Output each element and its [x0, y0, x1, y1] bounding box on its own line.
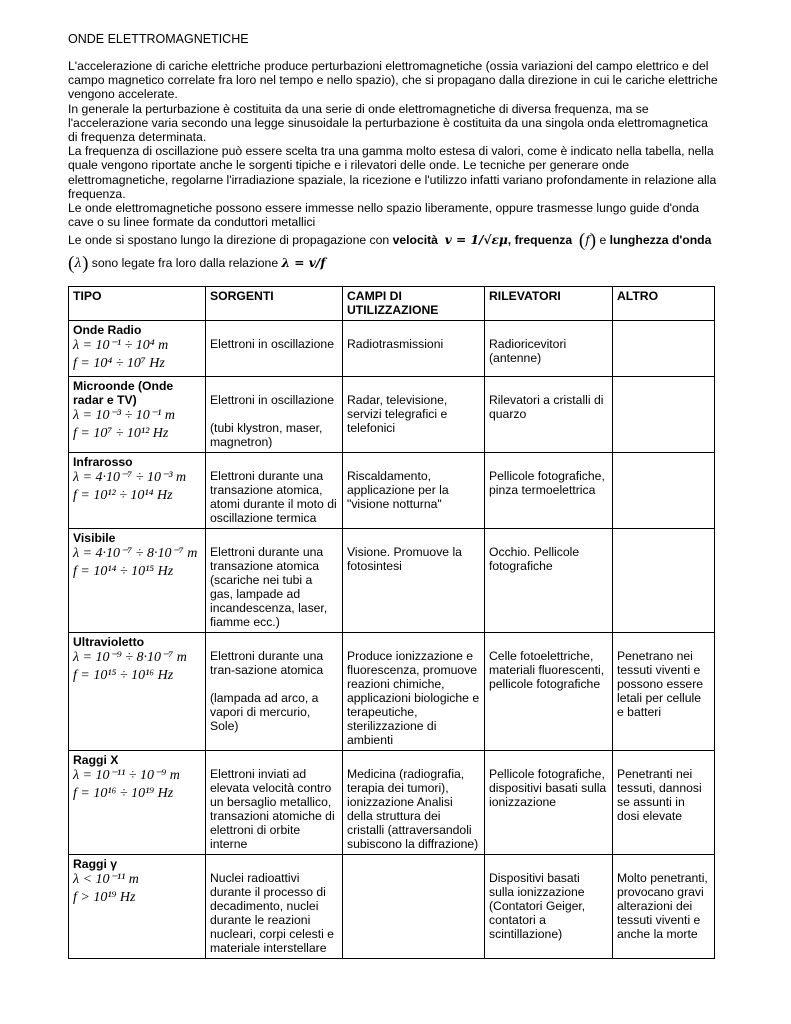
velocita-label: velocità — [392, 233, 438, 248]
frequenza-label: , frequenza — [507, 233, 573, 248]
waves-table — [68, 286, 715, 959]
cell-altro — [613, 377, 715, 453]
rilevatori-text: Radioricevitori (antenne) — [489, 337, 567, 365]
rilevatori-text: Dispositivi basati sulla ionizzazione (Contatori Geiger, contatori a scintillazione) — [489, 871, 586, 941]
sorgenti-text: Elettroni in oscillazione — [210, 393, 334, 407]
velocita-formula: v = 1/√εμ — [444, 233, 508, 248]
cell-altro — [613, 453, 715, 529]
cell-sorgenti — [206, 751, 343, 855]
rilevatori-text: Celle fotoelettriche, materiali fluorescenti, pellicole fotografiche — [489, 649, 605, 691]
cell-campi — [343, 855, 485, 959]
formula-line-1: Le onde si spostano lungo la direzione di propagazione con velocità v = 1/√εμ, frequenza (f) e lunghezza d'onda — [68, 230, 712, 252]
header-sorgenti: SORGENTI — [206, 287, 343, 321]
lambda-symbol: λ — [74, 256, 83, 271]
sorgenti-text: Elettroni durante una tran-sazione atomica — [210, 649, 324, 677]
frequency-range: f = 10⁷ ÷ 10¹² Hz — [73, 426, 169, 441]
header-rilevatori: RILEVATORI — [485, 287, 613, 321]
cell-campi — [343, 377, 485, 453]
cell-sorgenti — [206, 529, 343, 633]
wave-type-name: Raggi X — [73, 753, 119, 767]
intro-text — [68, 59, 718, 229]
cell-rilevatori — [485, 453, 613, 529]
cell-sorgenti — [206, 855, 343, 959]
frequency-range: f = 10¹⁴ ÷ 10¹⁵ Hz — [73, 564, 174, 579]
table-row — [69, 377, 715, 453]
cell-rilevatori — [485, 855, 613, 959]
header-campi: CAMPI DI UTILIZZAZIONE — [343, 287, 485, 321]
campi-text: Visione. Promuove la fotosintesi — [347, 545, 462, 573]
cell-tipo — [69, 453, 206, 529]
cell-campi — [343, 321, 485, 377]
altro-text: Molto penetranti, provocano gravi alterazioni dei tessuti viventi e anche la morte — [617, 871, 708, 941]
cell-campi — [343, 633, 485, 751]
header-altro: ALTRO — [613, 287, 715, 321]
frequency-range: f = 10¹⁶ ÷ 10¹⁹ Hz — [73, 786, 174, 801]
sorgenti-text: Elettroni durante una transazione atomica (scariche nei tubi a gas, lampade ad incandescenza, laser, fiamme ecc.) — [210, 545, 328, 629]
cell-rilevatori — [485, 377, 613, 453]
wave-type-name: Onde Radio — [73, 323, 142, 337]
wave-type-name: Ultravioletto — [73, 635, 145, 649]
cell-altro — [613, 855, 715, 959]
wave-type-name: Raggi γ — [73, 857, 118, 871]
paragraph: La frequenza di oscillazione può essere scelta tra una gamma molto estesa di valori, come è indicato nella tabella, nella quale vengono riportate anche le sorgenti tipiche e i rilevatori delle onde. Le tecniche per generare onde elettromagnetiche, regolarne l'irradiazione spaziale, la ricezione e l'utilizzo infatti variano profondamente in relazione alla frequenza. — [68, 144, 717, 201]
frequency-range: f = 10¹⁵ ÷ 10¹⁶ Hz — [73, 668, 174, 683]
document-page — [68, 32, 718, 275]
wave-type-name: Microonde (Onde radar e TV) — [73, 379, 174, 407]
cell-rilevatori — [485, 321, 613, 377]
frequency-range: f = 10¹² ÷ 10¹⁴ Hz — [73, 488, 173, 503]
sorgenti-text: Elettroni in oscillazione — [210, 337, 334, 351]
cell-altro — [613, 321, 715, 377]
paragraph: L'accelerazione di cariche elettriche produce perturbazioni elettromagnetiche (ossia variazioni del campo elettrico e del campo magnetico correlate fra loro nel tempo e nello spazio), che si propagano dalla direzione in cui le cariche elettriche vengono accelerate. — [68, 59, 718, 102]
cell-rilevatori — [485, 529, 613, 633]
cell-sorgenti — [206, 633, 343, 751]
cell-tipo — [69, 633, 206, 751]
cell-tipo — [69, 377, 206, 453]
cell-campi — [343, 751, 485, 855]
altro-text: Penetranti nei tessuti, dannosi se assunti in dosi elevate — [617, 767, 702, 823]
table-row — [69, 751, 715, 855]
cell-altro — [613, 529, 715, 633]
cell-tipo — [69, 529, 206, 633]
cell-sorgenti — [206, 321, 343, 377]
wave-type-name: Visibile — [73, 531, 116, 545]
campi-text: Produce ionizzazione e fluorescenza, promuove reazioni chimiche, applicazioni biologiche e terapeutiche, sterilizzazione di ambienti — [347, 649, 480, 747]
wavelength-range: λ = 10⁻³ ÷ 10⁻¹ m — [73, 408, 175, 423]
cell-tipo — [69, 751, 206, 855]
campi-text: Radar, televisione, servizi telegrafici e telefonici — [347, 393, 448, 435]
table-row — [69, 453, 715, 529]
frequency-range: f = 10⁴ ÷ 10⁷ Hz — [73, 356, 165, 371]
lunghezza-label: lunghezza d'onda — [609, 233, 712, 248]
rilevatori-text: Pellicole fotografiche, pinza termoelettrica — [489, 469, 605, 497]
sorgenti-text: Elettroni inviati ad elevata velocità contro un bersaglio metallico, transazioni atomiche di elettroni di orbite interne — [210, 767, 335, 851]
connector: e — [596, 233, 610, 248]
paragraph: Le onde elettromagnetiche possono essere immesse nello spazio liberamente, oppure trasmesse lungo guide d'onda cave o su linee formate da conduttori metallici — [68, 201, 700, 230]
rilevatori-text: Rilevatori a cristalli di quarzo — [489, 393, 604, 421]
sorgenti-extra-text: (tubi klystron, maser, magnetron) — [210, 421, 323, 449]
sorgenti-text: Elettroni durante una transazione atomica, atomi durante il moto di oscillazione termica — [210, 469, 337, 525]
wavelength-range: λ = 10⁻¹¹ ÷ 10⁻⁹ m — [73, 768, 180, 783]
wave-type-name: Infrarosso — [73, 455, 133, 469]
sorgenti-extra-text: (lampada ad arco, a vapori di mercurio, Sole) — [210, 691, 319, 733]
header-tipo: TIPO — [69, 287, 206, 321]
cell-tipo — [69, 855, 206, 959]
table-row — [69, 855, 715, 959]
cell-rilevatori — [485, 633, 613, 751]
wavelength-range: λ < 10⁻¹¹ m — [73, 872, 139, 887]
page-title: ONDE ELETTROMAGNETICHE — [68, 32, 249, 46]
cell-tipo — [69, 321, 206, 377]
cell-campi — [343, 453, 485, 529]
formula-line-2: (λ) sono legate fra loro dalla relazione λ = v/f — [68, 253, 326, 275]
rilevatori-text: Pellicole fotografiche, dispositivi basati sulla ionizzazione — [489, 767, 607, 809]
wavelength-range: λ = 10⁻⁹ ÷ 8·10⁻⁷ m — [73, 650, 187, 665]
cell-campi — [343, 529, 485, 633]
wavelength-range: λ = 4·10⁻⁷ ÷ 10⁻³ m — [73, 470, 187, 485]
relation-text: sono legate fra loro dalla relazione — [88, 256, 282, 271]
altro-text: Penetrano nei tessuti viventi e possono essere letali per cellule e batteri — [617, 649, 704, 719]
campi-text: Radiotrasmissioni — [347, 337, 444, 351]
sorgenti-text: Nuclei radioattivi durante il processo di decadimento, nuclei durante le reazioni nucleari, corpi celesti e materiale interstellare — [210, 871, 334, 955]
relation-formula: λ = v/f — [281, 256, 326, 271]
wavelength-range: λ = 10⁻¹ ÷ 10⁴ m — [73, 338, 169, 353]
paragraph: In generale la perturbazione è costituita da una serie di onde elettromagnetiche di diversa frequenza, ma se l'accelerazione varia secondo una legge sinusoidale la perturbazione è costituita da una singola onda elettromagnetica di frequenza determinata. — [68, 101, 708, 145]
campi-text: Riscaldamento, applicazione per la "visione notturna" — [347, 469, 449, 511]
table-header-row — [69, 287, 715, 321]
cell-rilevatori — [485, 751, 613, 855]
cell-sorgenti — [206, 377, 343, 453]
wavelength-range: λ = 4·10⁻⁷ ÷ 8·10⁻⁷ m — [73, 546, 198, 561]
cell-altro — [613, 633, 715, 751]
table-row — [69, 529, 715, 633]
rilevatori-text: Occhio. Pellicole fotografiche — [489, 545, 580, 573]
table-row — [69, 321, 715, 377]
table-row — [69, 633, 715, 751]
cell-altro — [613, 751, 715, 855]
frequenza-symbol: f — [585, 233, 590, 248]
cell-sorgenti — [206, 453, 343, 529]
frequency-range: f > 10¹⁹ Hz — [73, 890, 136, 905]
formula-prefix: Le onde si spostano lungo la direzione di propagazione con — [68, 233, 393, 248]
campi-text: Medicina (radiografia, terapia dei tumori), ionizzazione Analisi della struttura dei cristalli (attraversandoli subiscono la diffrazione) — [347, 767, 479, 851]
